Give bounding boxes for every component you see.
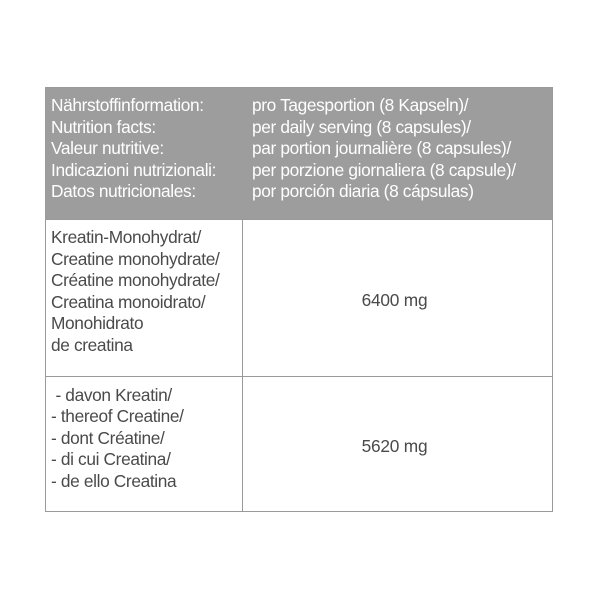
table-row-creatine-monohydrate bbox=[46, 219, 552, 375]
table-header bbox=[46, 88, 552, 219]
nutrient-label-line: Kreatin-Monohydrat/ bbox=[51, 227, 201, 248]
nutrient-label-line: - de ello Creatina bbox=[51, 470, 177, 491]
header-label-it: Indicazioni nutrizionali: bbox=[51, 159, 217, 180]
header-label-es: Datos nutricionales: bbox=[51, 181, 196, 202]
nutrient-label-cell bbox=[46, 220, 243, 375]
table-row-thereof-creatine bbox=[46, 376, 552, 511]
header-serving-de: pro Tagesportion (8 Kapseln)/ bbox=[252, 95, 469, 115]
header-label-en: Nutrition facts: bbox=[51, 116, 156, 137]
nutrient-label-cell bbox=[46, 377, 243, 511]
nutrient-label-line: Créatine monohydrate/ bbox=[51, 270, 220, 291]
nutrient-label-line: Creatine monohydrate/ bbox=[51, 248, 220, 269]
nutrient-label-line: de creatina bbox=[51, 334, 133, 355]
header-labels-column bbox=[46, 95, 251, 219]
nutrient-amount-cell bbox=[243, 377, 552, 511]
header-label-de: Nährstoffinformation: bbox=[51, 95, 204, 115]
nutrient-label-line: Monohidrato bbox=[51, 313, 144, 334]
nutrient-label-line: - davon Kreatin/ bbox=[51, 384, 172, 405]
nutrient-label-line: Creatina monoidrato/ bbox=[51, 291, 206, 312]
nutrient-label-line: - di cui Creatina/ bbox=[51, 449, 171, 470]
nutrient-amount-cell bbox=[243, 220, 552, 375]
header-serving-fr: par portion journalière (8 capsules)/ bbox=[252, 138, 511, 159]
nutrient-amount: 6400 mg bbox=[361, 289, 428, 310]
header-serving-column bbox=[251, 95, 516, 219]
header-serving-es: por porción diaria (8 cápsulas) bbox=[252, 181, 474, 202]
header-serving-en: per daily serving (8 capsules)/ bbox=[252, 116, 471, 137]
header-label-fr: Valeur nutritive: bbox=[51, 138, 164, 159]
nutrition-facts-table bbox=[45, 87, 553, 512]
nutrient-label-line: - thereof Creatine/ bbox=[51, 406, 184, 427]
nutrient-label-line: - dont Créatine/ bbox=[51, 427, 165, 448]
header-serving-it: per porzione giornaliera (8 capsule)/ bbox=[252, 159, 516, 180]
nutrient-amount: 5620 mg bbox=[361, 436, 428, 457]
